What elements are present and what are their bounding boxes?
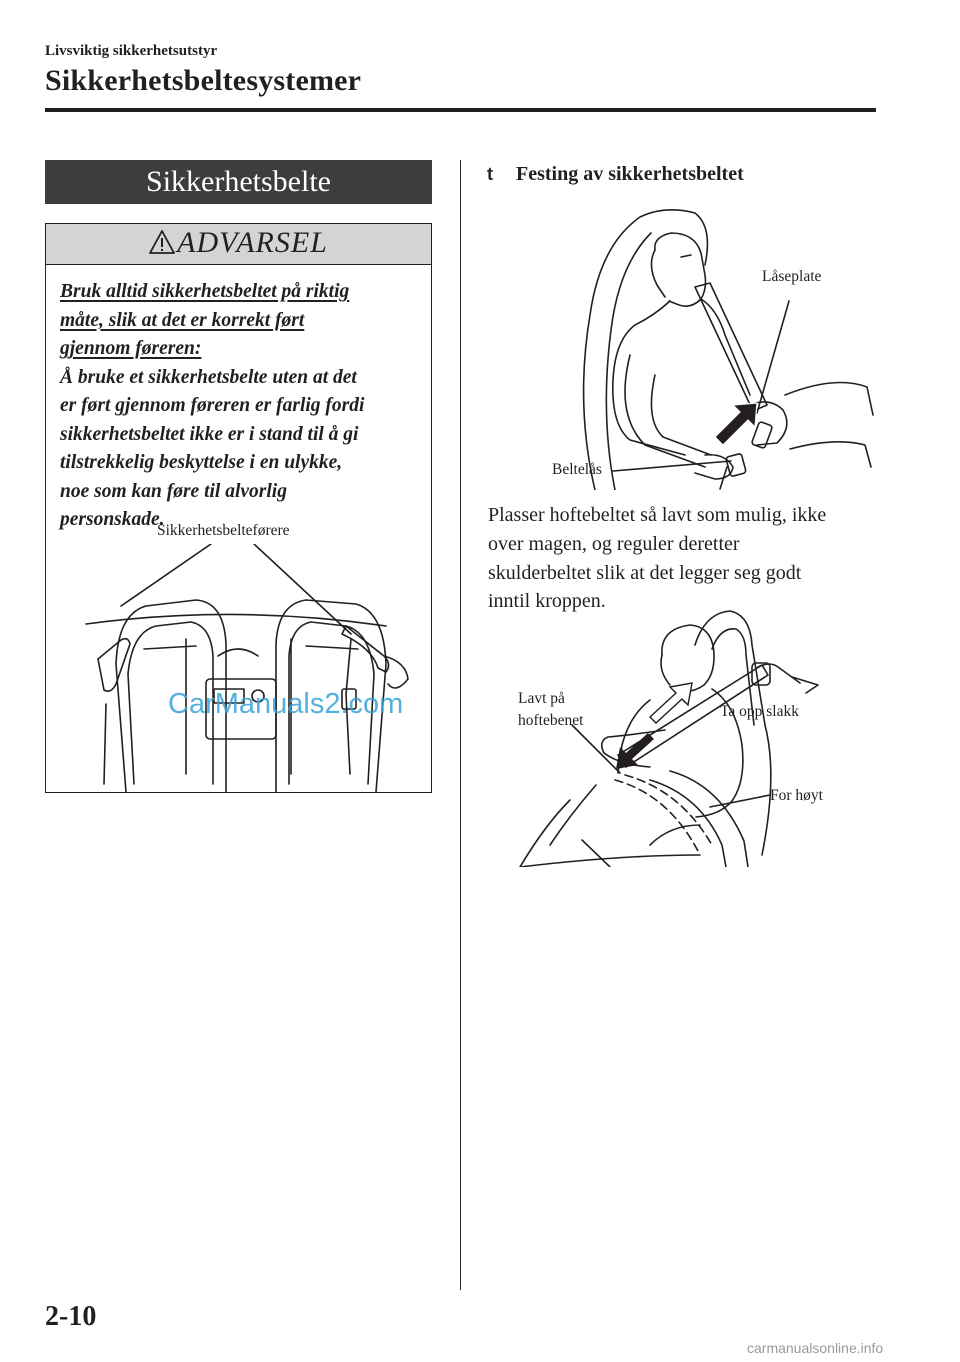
breadcrumb: Livsviktig sikkerhetsutstyr: [45, 43, 218, 59]
seat-belt-guides-illustration: [46, 544, 431, 792]
watermark: CarManuals2.com: [168, 688, 404, 720]
warning-line: tilstrekkelig beskyttelse i en ulykke,: [60, 452, 343, 473]
low-on-hip-line: hoftebenet: [518, 712, 584, 729]
fastening-illustration: [545, 205, 875, 490]
title-rule: [45, 108, 876, 112]
warning-title-row: [46, 226, 431, 260]
body-line: Plasser hoftebeltet så lavt som mulig, ikke: [488, 504, 827, 526]
warning-line: noe som kan føre til alvorlig: [60, 480, 287, 502]
warning-line: måte, slik at det er korrekt ført: [60, 309, 305, 331]
take-up-slack-label: Ta opp slakk: [720, 703, 799, 720]
warning-header: [46, 224, 431, 265]
body-text: [488, 501, 878, 616]
latch-plate-label: Låseplate: [762, 268, 822, 285]
body-line: over magen, og reguler deretter: [488, 532, 740, 555]
sub-heading: Festing av sikkerhetsbeltet: [516, 163, 744, 185]
body-line: skulderbeltet slik at det legger seg godt: [488, 561, 802, 584]
warning-triangle-icon: [149, 230, 175, 254]
warning-line: gjennom føreren:: [60, 338, 202, 359]
buckle-label: Beltelås: [552, 461, 602, 478]
section-banner: Sikkerhetsbelte: [45, 160, 432, 204]
too-high-label: For høyt: [770, 787, 823, 804]
page-number: 2-10: [45, 1301, 97, 1332]
warning-title: ADVARSEL: [177, 226, 328, 259]
warning-text: [60, 278, 425, 535]
warning-line: personskade.: [60, 509, 165, 530]
warning-line: Bruk alltid sikkerhetsbeltet på riktig: [60, 281, 350, 302]
page-title: Sikkerhetsbeltesystemer: [45, 64, 362, 97]
low-on-hip-label: [518, 688, 583, 732]
footer-watermark: carmanualsonline.info: [747, 1340, 884, 1356]
belt-position-illustration: [500, 605, 840, 867]
column-divider: [460, 160, 461, 1290]
bullet-icon: t: [487, 164, 493, 184]
warning-line: Å bruke et sikkerhetsbelte uten at det: [60, 366, 357, 388]
body-line: inntil kroppen.: [488, 590, 606, 613]
belt-guide-label: Sikkerhetsbelteførere: [157, 522, 290, 539]
low-on-hip-line: Lavt på: [518, 690, 565, 707]
warning-line: er ført gjennom føreren er farlig fordi: [60, 395, 365, 416]
warning-line: sikkerhetsbeltet ikke er i stand til å gi: [60, 423, 359, 445]
